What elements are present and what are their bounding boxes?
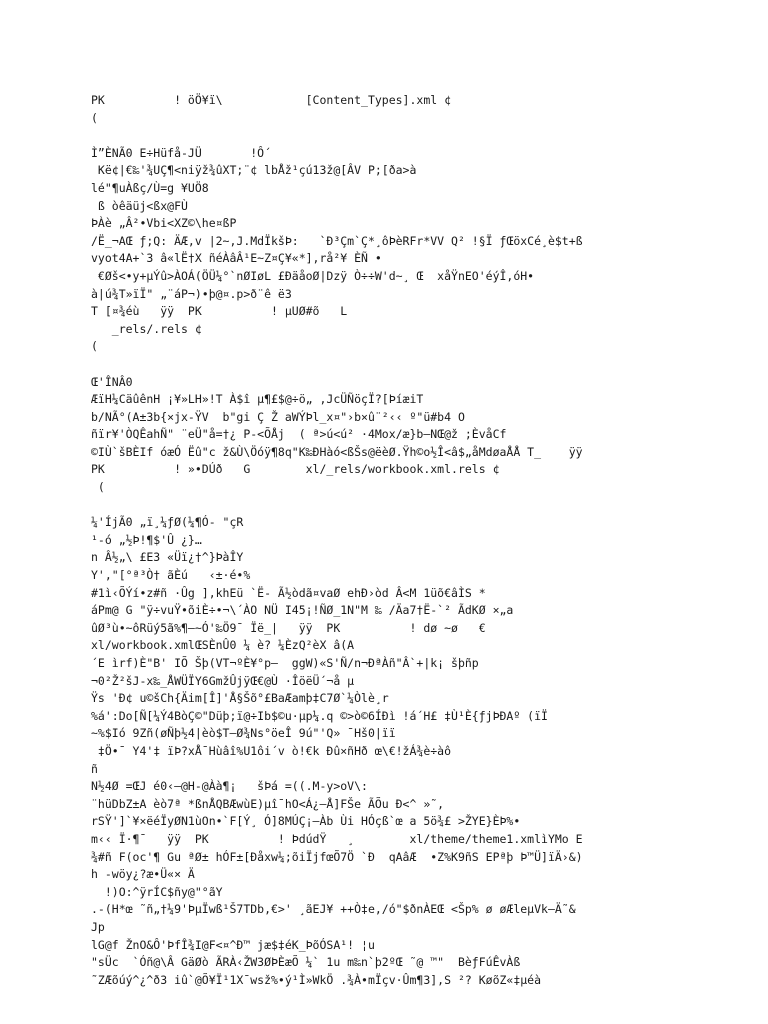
text-line: €Øš<•y+µÝû>ÀOÁ(ÖÜ¼°`nØIøL £ÐäåoØ|Dzÿ Ò÷÷W'd~¸ Œ xåŸnEO'éýÎ,óH• — [91, 268, 535, 283]
text-line: ( — [91, 110, 98, 125]
text-line: à|ú¾T»ïÏ" „¨áP¬)•þ@¤.p>ð¨ê ë3 — [91, 286, 292, 301]
text-line — [91, 127, 691, 145]
text-line — [91, 497, 691, 515]
text-line: ( — [91, 339, 98, 354]
text-line: ¼'ÍjÃ0 „ï¸¼ƒØ(¼¶Ó- "çR — [91, 515, 244, 530]
text-line: ÞÀè „Â²•Vbi<XZ©\he¤ßP — [91, 216, 237, 231]
text-line: n Â½„\ £E3 «Üï¿†^}ÞàÎY — [91, 550, 244, 565]
text-line: m‹‹ Ï·¶¯ ÿÿ PK ! ÞdúdŸ ¸ xl/theme/theme1.xmlìYMo E — [91, 831, 583, 846]
text-line: Ì”ÈNÃ0 E÷Hüfå-JÜ !Ô´ — [91, 145, 272, 160]
text-line: lG@f ŽnO&Ô'ÞfÎ¾I@F<¤^Ð™ jæ$‡éK_ÞõÓSA¹! ¦u — [91, 937, 375, 952]
text-line: rSŸ']`¥×ëéÏyØN1ùOn•`F[Ý¸ Ó]8MÚÇ¡–Àb Ùi HÓçß`œ a 5ö¾£ >ŽYE}ÈÞ%• — [91, 814, 521, 829]
text-line: T [¤¾éù ÿÿ PK ! µUØ#õ L — [91, 304, 348, 319]
text-line: ‡Ö•¯ Y4'‡ ïÞ?xÅ¯Hùâî%U1ôi´v ò!€k Ðû×ñHð œ\€!žÁ¾è÷àô — [91, 743, 452, 758]
text-line: b/NÃ°(A±3b{×jx-ŸV b"gi Ç Ž aWÝÞl_x¤"›b×û¨²‹‹ º"ü#b4 O — [91, 409, 465, 424]
text-line: !)O:^ÿrÍC$ñy@"°ãY — [91, 884, 223, 899]
text-line: _rels/.rels ¢ — [91, 321, 202, 336]
text-line: ˜ZÆõúý^¿^ð3 iû`@Õ¥Ï¹1X¯wsž%•ý¹Ì»WkÖ .¾À•mÏçv·Ûm¶3],S ²? KøõZ«‡µéà — [91, 972, 542, 987]
text-line: .-(H*œ ˜ñ„†¼9'ÞµÏwß¹Š7TDb,€>' ¸ãEJ¥ ++Ò‡e,/ó"$ðnÀEŒ <Šp% ø øÆleµVk–Ä˜& — [91, 902, 576, 917]
text-line: áPm@ G "ÿ÷vuŸ•õiÈ÷•¬\´ÀO NÜ I45¡!ÑØ_1N"M ‰ /Äa7†Ë-`² ÃdKØ ×„a — [91, 603, 514, 618]
text-line: Œ'ÎNÂ0 — [91, 374, 133, 389]
text-line: Kë¢|€‰'¾UÇ¶<niÿž¾ûXT;¨¢ lbÅž¹çú13ž@[ÂV P;[ða>à — [91, 163, 417, 178]
text-line: PK ! »•DÚð G xl/_rels/workbook.xml.rels ¢ — [91, 462, 500, 477]
text-line: "sÜc `Óñ@\Â GäØò ÃRÀ‹ŽW3ØÞÈæÕ ¼` 1u m‰n`þ2ºŒ ˜@ ™" BèƒFúÊvÀß — [91, 955, 521, 970]
text-line: ~%$Ió 9Zñ(øÑþ½4|èò$T–Ø¾Ns°öeÎ 9ú"'Q» ¯Hš0|ïï — [91, 726, 396, 741]
text-line: lé"¶uÀßç/Ù=g ¥UÖ8 — [91, 180, 209, 195]
text-line: ¨hüDbZ±A èò7ª *ßnÅQBÆwùE)µî¯hO<Á¿–Å]FŠe ÃÕu Ð<^ »˜, — [91, 796, 445, 811]
text-line: h -wöy¿?æ•Ü«× Ä — [91, 867, 195, 882]
text-line: Ÿs 'Ð¢ u©šCh{Äim[Î]'Å§Šõ°£BaÆamþ‡C7Ø`¼Òlè¸r — [91, 691, 389, 706]
text-line: #1ì‹ÕÝí•z#ñ ·Ûg ],khEü `Ë- Ã½òdã¤vaØ ehÐ›òd Â<M 1üõ€âÌS * — [91, 585, 486, 600]
text-line: vyot4A+`3 â«lË†X ñéÀâÂ¹E~Z¤Ç¥«*],rå²¥ ÈÑ • — [91, 251, 382, 266]
text-line: ©IÙ`šBÈIf óæÓ Ëû"c ž&Ù\Öóÿ¶8q"K‰ÐHàó<ßŠs@ëèØ.Ÿh©o½Î<â$„åMdøaÅÅ T_ ÿÿ — [91, 444, 583, 459]
text-line: ´E ìrf)È"B' IÕ Šþ(VT¬ºÈ¥°p– ggW)«S'Ñ/n¬ÐªÀñ"Â`+|k¡ šþñp — [91, 656, 479, 670]
raw-file-text — [91, 92, 691, 989]
text-line: xl/workbook.xmlŒSÈnÛ0 ¼ è? ¼ÈzQ²èX â(A — [91, 638, 355, 653]
text-line: ¹-ó „½Þ!¶$'Û ¿}… — [91, 532, 202, 547]
text-line — [91, 356, 691, 374]
text-line: ß òêäüj<ßx@FÙ — [91, 198, 188, 213]
text-line: Y',"[°ª³Ò† ãÈú ‹±·é•% — [91, 568, 251, 583]
text-line: ¬0²Ž²šJ-x‰_ÅWÜÏY6GmžÛjÿŒ€@Ù ·ÎöëÜ´¬å µ — [91, 673, 355, 688]
text-line: ûØ³ù•~ôRüý5ã%¶—~Ó'‰Ö9¯ Ïë_| ÿÿ PK ! dø ~ø € — [91, 620, 486, 635]
text-line: ñ — [91, 761, 98, 776]
text-line: N½4Ø =ŒJ é0‹–@H-@Àà¶¡ šÞá =((.M-y>oV\: — [91, 779, 368, 794]
text-line: /Ë_¬AŒ ƒ;Q: ÄÆ,v |2~,J.MdÏkšÞ: `Ð³Çm`Ç*¸ôÞèRFr*VV Q² !§Ï ƒŒöxCé¸è$t+ß — [91, 233, 583, 248]
text-line: Jp — [91, 919, 105, 934]
text-line: %á':Do[Ñ[¼Ý4BòÇ©"Düþ;ï@÷Ib$©u·µp¼.q ©>ò©6ÍÐì !á´H£ ‡Ù¹È{ƒjÞÐAº (ïÏ — [91, 708, 548, 723]
text-line: ÆïH¼CäûênH ¡¥»LH»!T À$î µ¶£$@÷ö„ ,JcÜÑöçÏ?[ÞíæiT — [91, 392, 424, 407]
text-line: PK ! öÖ¥ï\ [Content_Types].xml ¢ — [91, 93, 452, 107]
text-line: ( — [91, 480, 105, 495]
text-line: ñïr¥'ÒQÊahÑ" ¨eÜ"å=†¿ P-<ÕÅj ( ª>ú<ú² ·4Mox/æ}b–NŒ@ž ;ÈvåCf — [91, 427, 507, 442]
text-line: ¾#ñ F(oc'¶ Gu ªØ± hÓF±[Ðåxw¼;õiÏjfœÕ7Ö `Ð qAâÆ •Z%K9ñS EPªþ Þ™Ü]ïÄ›&) — [91, 849, 583, 864]
